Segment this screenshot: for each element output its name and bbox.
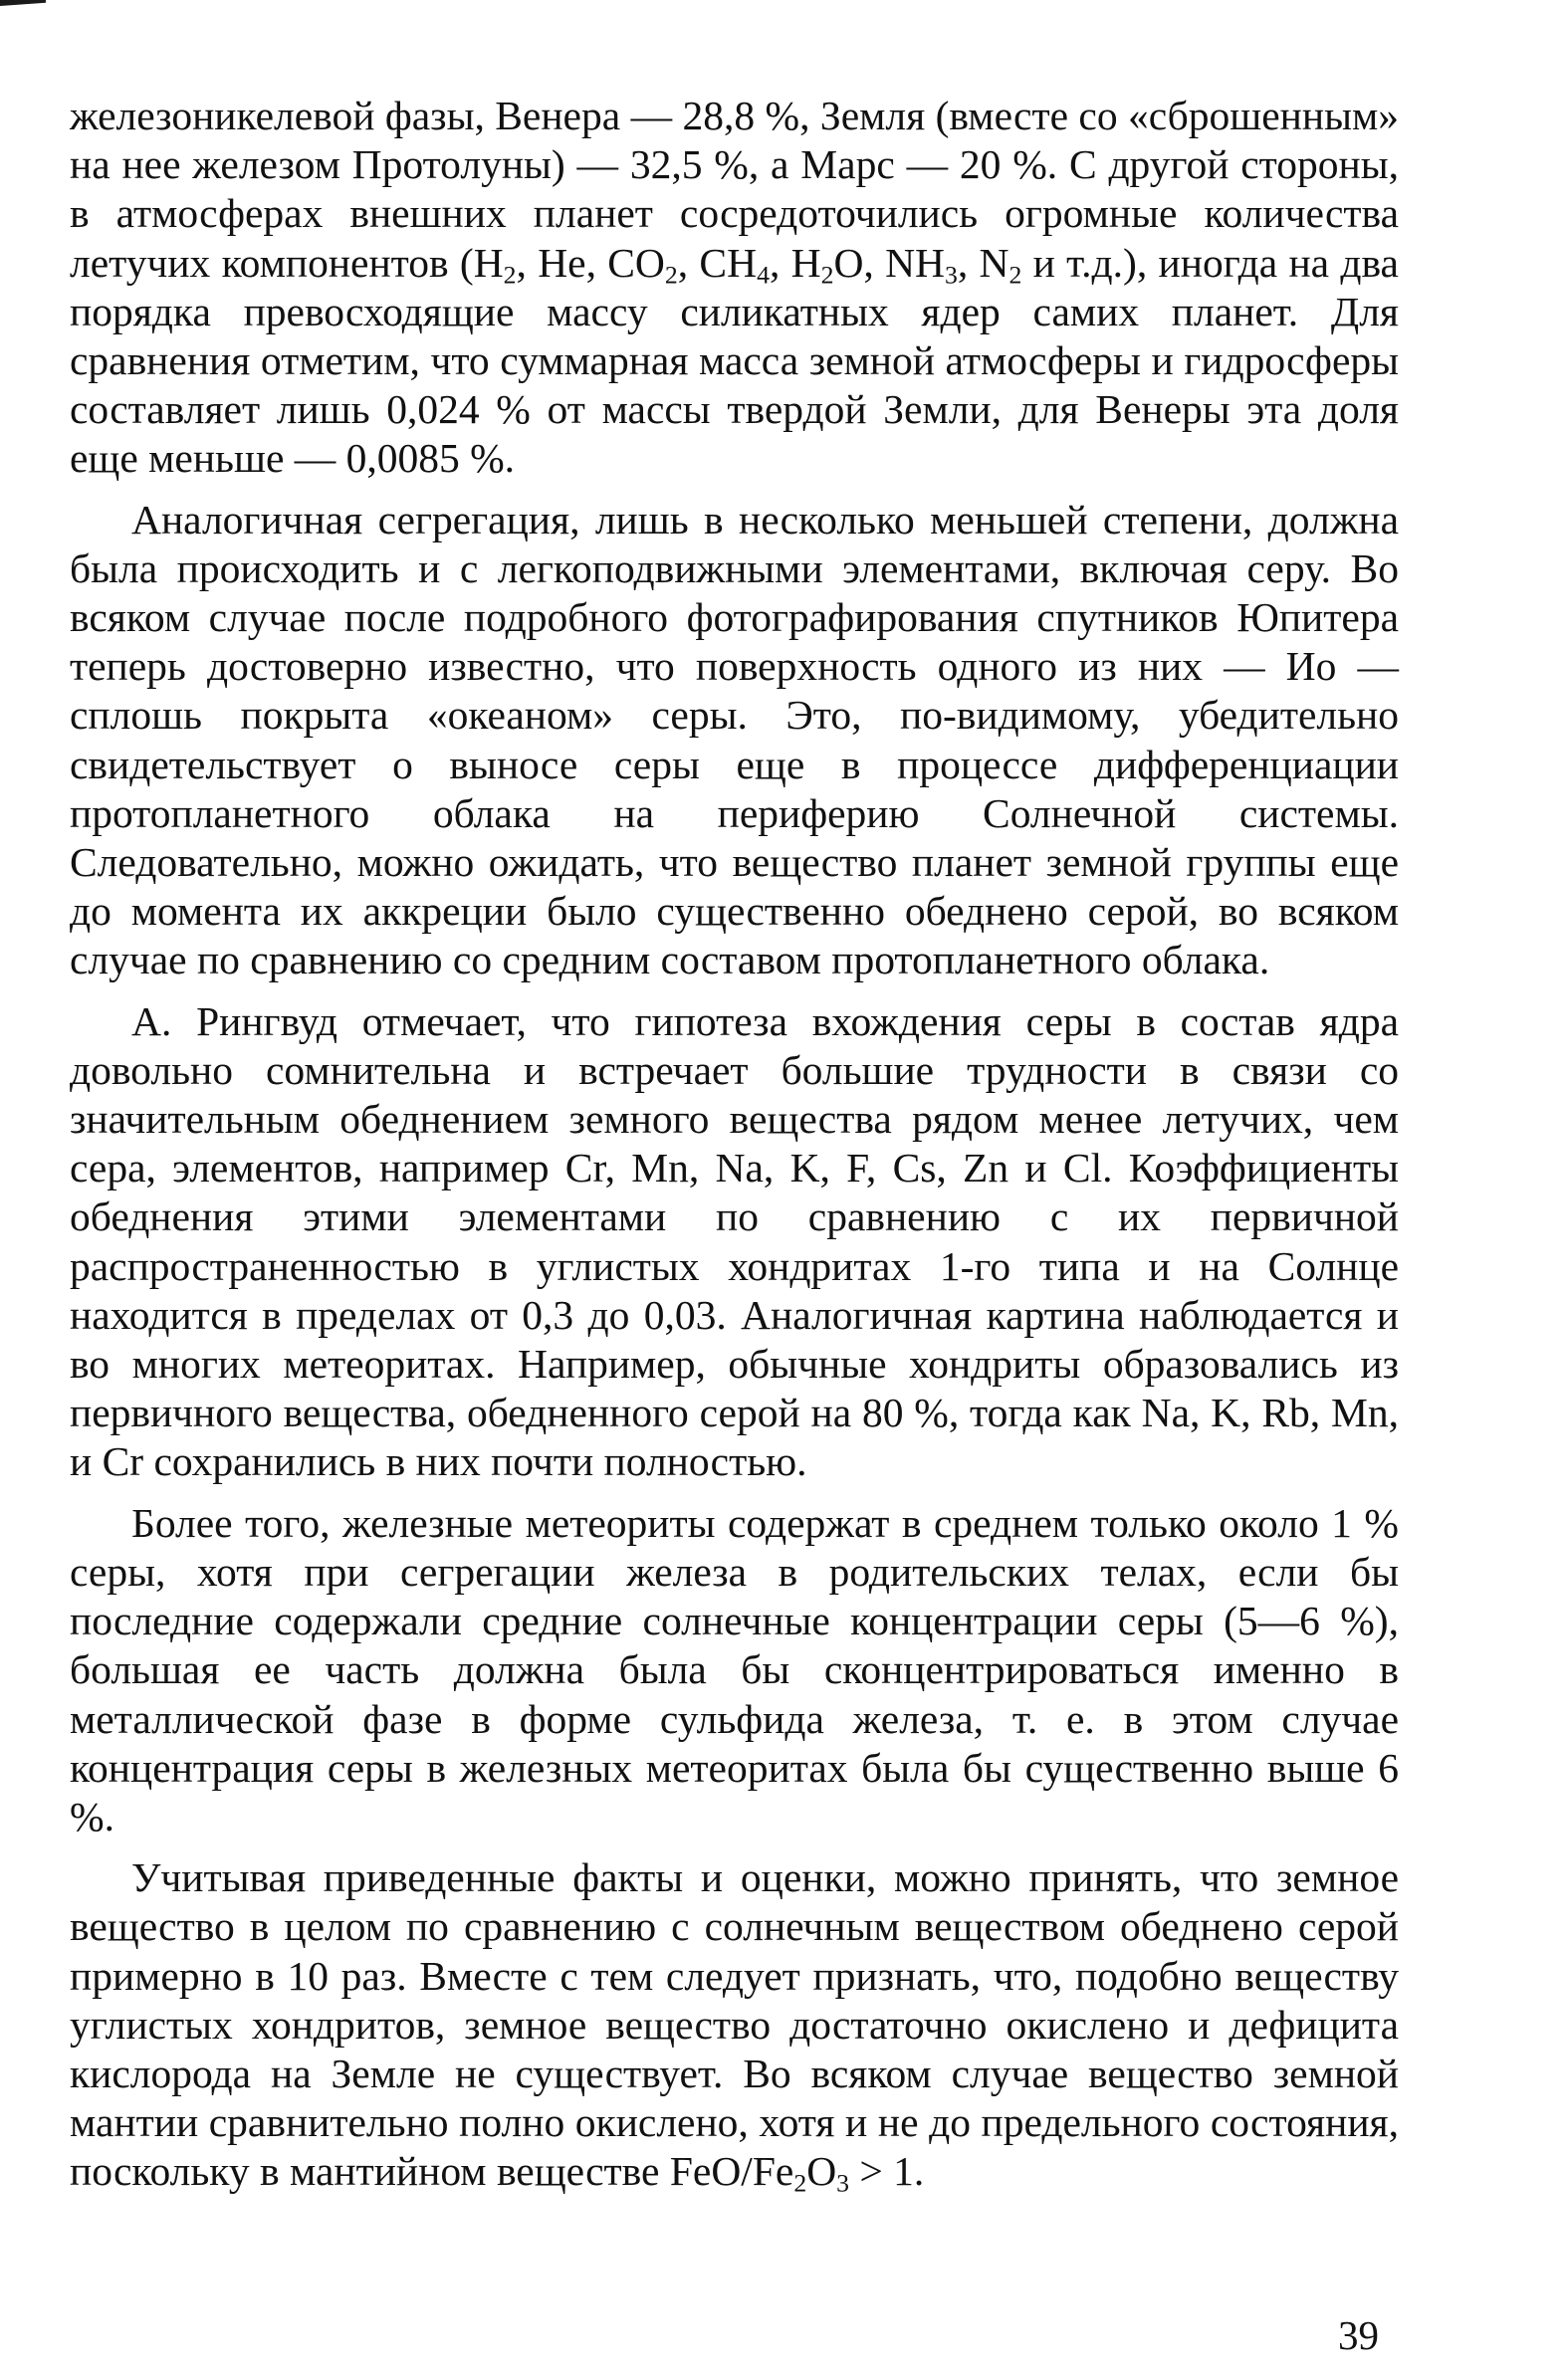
paragraph-text: O, NH	[833, 239, 946, 286]
paragraph	[70, 997, 1399, 1487]
paragraph-text: , He, CO	[516, 239, 665, 286]
paragraph-text: железоникелевой фазы, Венера — 28,8 %, Земля (вместе со «сброшенным» на нее железом Протолуны) — 32,5 %, а Марс — 20 %. С другой стороны, в атмосферах внешних планет сосредоточились огромные количества летучих компонентов (H	[70, 93, 1399, 286]
paragraph-text: , CH	[677, 239, 758, 286]
paragraph-text: , N	[957, 239, 1009, 286]
subscript: 2	[793, 2168, 807, 2198]
subscript: 2	[503, 260, 517, 290]
page-number: 39	[1338, 2312, 1379, 2358]
paragraph	[70, 1853, 1399, 2196]
paragraph-text: Аналогичная сегрегация, лишь в несколько меньшей степени, должна была происходить и с легкоподвижными элементами, включая серу. Во всяком случае после подробного фотографирования спутников Юпитера теперь достоверно известно, что поверхность одного из них — Ио — сплошь покрыта «океаном» серы. Это, по-видимому, убедительно свидетельствует о выносе серы еще в процессе дифференциации протопланетного облака на периферию Солнечной системы. Следовательно, можно ожидать, что вещество планет земной группы еще до момента их аккреции было существенно обеднено серой, во всяком случае по сравнению со средним составом протопланетного облака.	[70, 496, 1399, 983]
page-body	[70, 92, 1399, 2197]
subscript: 3	[836, 2168, 850, 2198]
subscript: 3	[945, 260, 958, 290]
subscript: 2	[1008, 260, 1022, 290]
subscript: 2	[664, 260, 678, 290]
paragraph	[70, 1499, 1399, 1841]
paragraph-text: и т.д.), иногда на два порядка превосходящие массу силикатных ядер самих планет. Для сравнения отметим, что суммарная масса земной атмосферы и гидросферы составляет лишь 0,024 % от массы твердой Земли, для Венеры эта доля еще меньше — 0,0085 %.	[70, 239, 1399, 482]
paragraph-text: А. Рингвуд отмечает, что гипотеза вхождения серы в состав ядра довольно сомнительна и встречает большие трудности в связи со значительным обеднением земного вещества рядом менее летучих, чем сера, элементов, например Cr, Mn, Na, K, F, Cs, Zn и Cl. Коэффициенты обеднения этими элементами по сравнению с их первичной распространенностью в углистых хондритах 1-го типа и на Солнце находится в пределах от 0,3 до 0,03. Аналогичная картина наблюдается и во многих метеоритах. Например, обычные хондриты образовались из первичного вещества, обедненного серой на 80 %, тогда как Na, K, Rb, Mn, и Cr сохранились в них почти полностью.	[70, 997, 1399, 1485]
subscript: 2	[820, 260, 834, 290]
paragraph	[70, 92, 1399, 484]
subscript: 4	[757, 260, 770, 290]
paragraph-text: Более того, железные метеориты содержат в среднем только около 1 % серы, хотя при сегрегации железа в родительских телах, если бы последние содержали средние солнечные концентрации серы (5—6 %), большая ее часть должна была бы сконцентрироваться именно в металлической фазе в форме сульфида железа, т. е. в этом случае концентрация серы в железных метеоритах была бы существенно выше 6 %.	[70, 1499, 1399, 1839]
paragraph-text: O	[806, 2148, 837, 2195]
paragraph-text: Учитывая приведенные факты и оценки, можно принять, что земное вещество в целом по сравнению с солнечным веществом обеднено серой примерно в 10 раз. Вместе с тем следует признать, что, подобно веществу углистых хондритов, земное вещество достаточно окислено и дефицита кислорода на Земле не существует. Во всяком случае вещество земной мантии сравнительно полно окислено, хотя и не до предельного состояния, поскольку в мантийном веществе FeO/Fe	[70, 1854, 1399, 2195]
paragraph-text: > 1.	[849, 2148, 925, 2195]
paragraph	[70, 496, 1399, 985]
scan-edge-mark	[0, 0, 46, 6]
paragraph-text: , H	[769, 239, 821, 286]
